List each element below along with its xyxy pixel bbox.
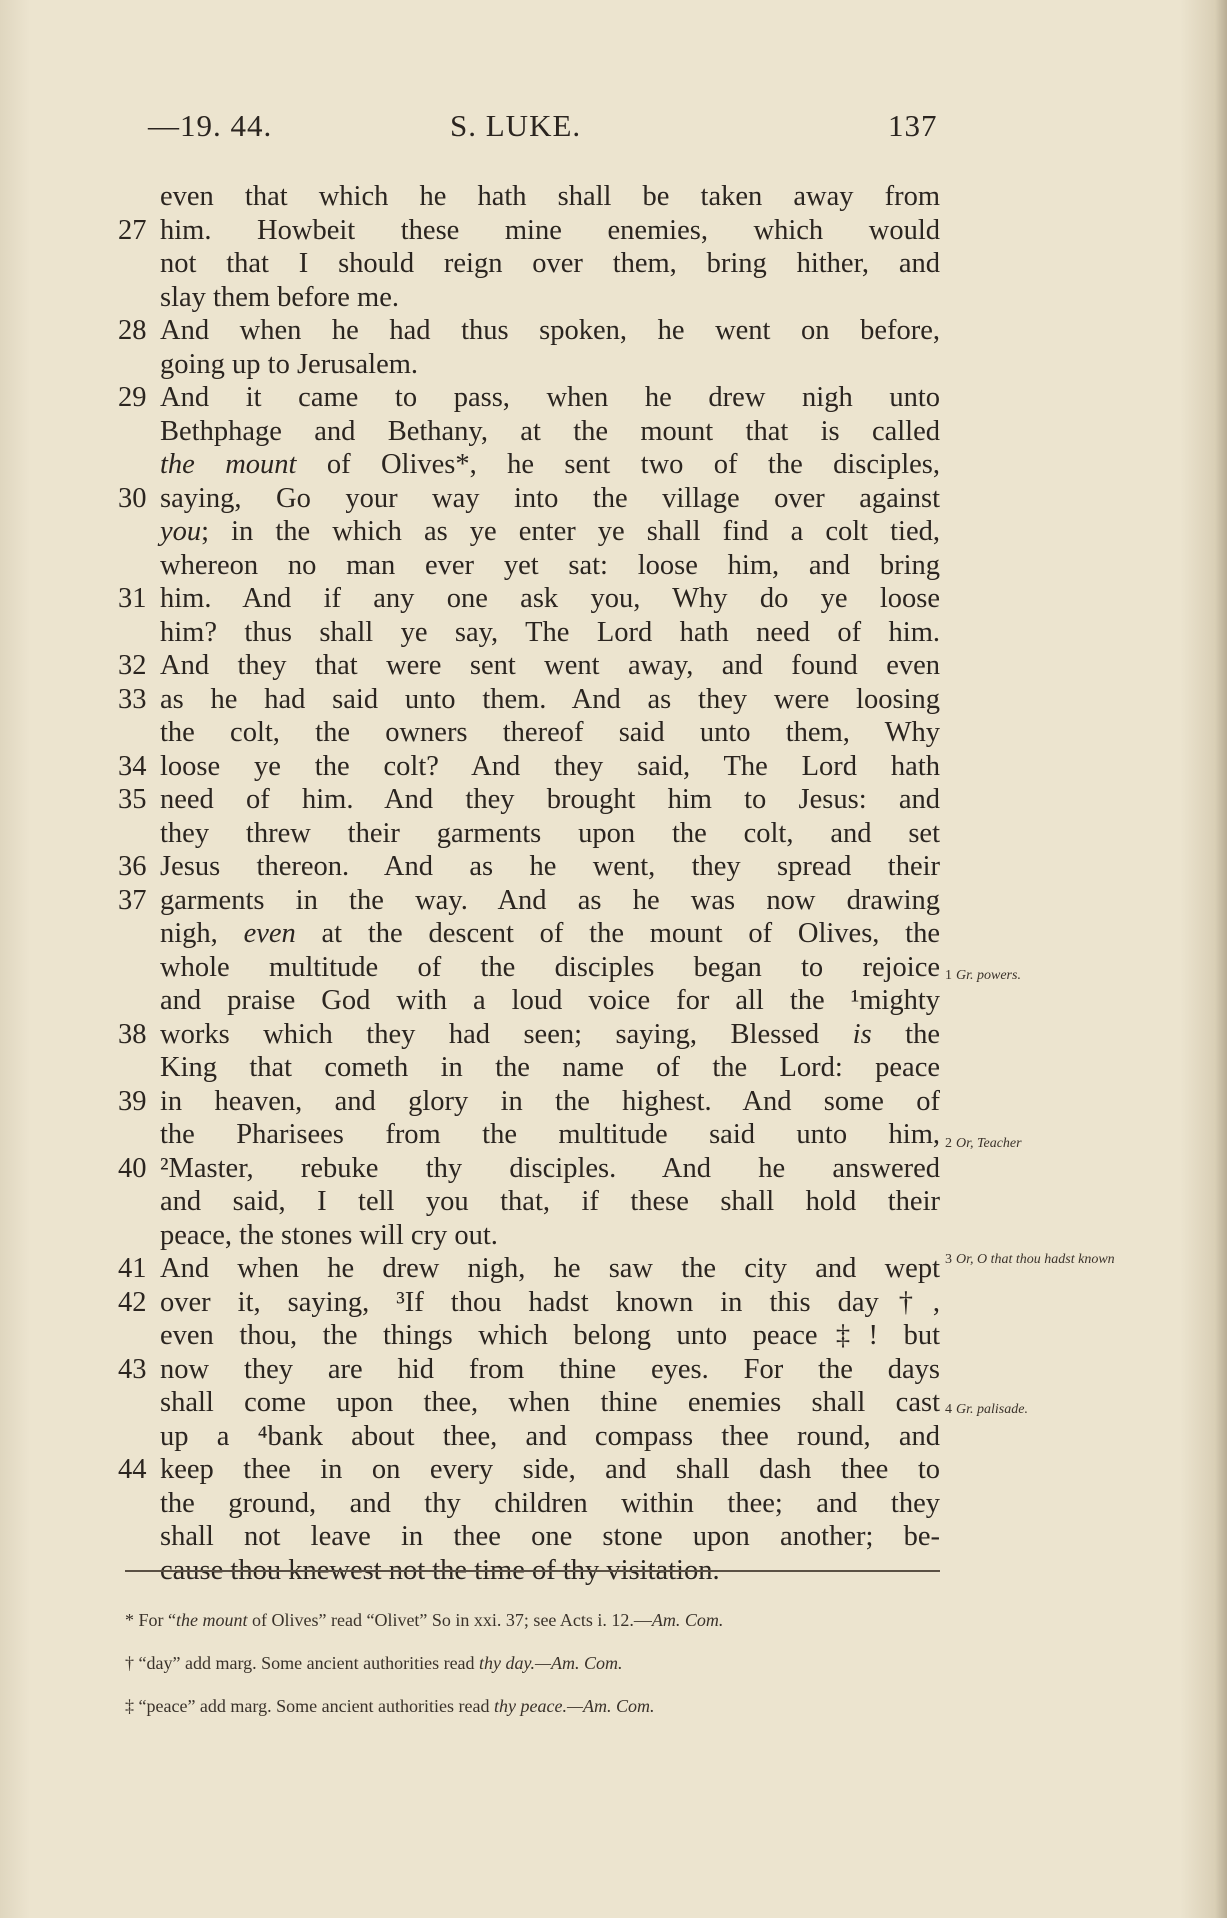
margin-note: 4 Gr. palisade. [945,1402,1028,1417]
verse-text: not that I should reign over them, bring hither, and [160,248,940,279]
footnotes [125,1590,940,1737]
verse-text: And when he drew nigh, he saw the city and wept [160,1253,940,1284]
text-line [118,214,938,248]
verse-text: him? thus shall ye say, The Lord hath need of him. [160,616,940,648]
text-line [118,1353,938,1387]
text-line [118,415,938,449]
verse-text: slay them before me. [160,281,399,313]
text-line [118,314,938,348]
text-line [118,649,938,683]
text-line [118,1487,938,1521]
verse-text: going up to Jerusalem. [160,348,419,380]
text-line [118,549,938,583]
text-line [118,247,938,281]
text-line [118,1252,938,1286]
verse-number: 44 [118,1454,147,1485]
verse-text: garments in the way. And as he was now drawing [160,884,940,916]
text-line [118,984,938,1018]
verse-number: 35 [118,784,147,815]
text-line [118,716,938,750]
verse-text: King that cometh in the name of the Lord: peace [160,1052,940,1083]
verse-text: the colt, the owners thereof said unto them, Why [160,717,940,748]
verse-text: him. And if any one ask you, Why do ye loose [160,583,940,614]
verse-text: need of him. And they brought him to Jesus: and [160,784,940,815]
verse-number: 39 [118,1085,147,1117]
verse-number: 42 [118,1286,147,1318]
text-line [118,180,938,214]
verse-text: saying, Go your way into the village over against [160,482,940,514]
verse-text: the ground, and thy children within thee; and they [160,1487,940,1519]
verse-text: nigh, even at the descent of the mount of Olives, the [160,918,940,949]
footnote-divider [125,1570,940,1572]
page-header [140,108,940,158]
text-line [118,1018,938,1052]
text-line [118,1453,938,1487]
footnote: * For “the mount of Olives” read “Olivet” So in xxi. 37; see Acts i. 12.—Am. Com. [125,1610,724,1630]
text-line [118,1152,938,1186]
text-line [118,884,938,918]
text-line [118,1118,938,1152]
verse-text: up a ⁴bank about thee, and compass thee round, and [160,1420,940,1452]
verse-number: 30 [118,482,147,514]
text-line [118,1420,938,1454]
verse-text: even thou, the things which belong unto peace‡! but [160,1320,940,1351]
verse-text: whole multitude of the disciples began to rejoice [160,951,940,983]
page-number: 137 [888,108,938,143]
text-line [118,783,938,817]
verse-number: 34 [118,750,147,782]
verse-text: works which they had seen; saying, Blessed is the [160,1018,940,1050]
verse-text: the mount of Olives*, he sent two of the disciples, [160,449,940,480]
text-line [118,951,938,985]
verse-text: the Pharisees from the multitude said unto him, [160,1119,940,1150]
margin-note: 3 Or, O that thou hadst known [945,1252,1115,1267]
verse-text: and said, I tell you that, if these shall hold their [160,1186,940,1217]
footnote: † “day” add marg. Some ancient authorities read thy day.—Am. Com. [125,1653,623,1673]
verse-number: 40 [118,1152,147,1184]
verse-text: now they are hid from thine eyes. For the days [160,1353,940,1385]
text-line [118,348,938,382]
scripture-text [118,180,938,1587]
verse-text: as he had said unto them. And as they were loosing [160,683,940,715]
verse-text: shall come upon thee, when thine enemies shall cast [160,1387,940,1418]
text-line [118,381,938,415]
verse-number: 29 [118,382,147,413]
verse-text: you; in the which as ye enter ye shall find a colt tied, [160,516,940,547]
verse-number: 33 [118,683,147,715]
text-line [118,1520,938,1554]
verse-text: and praise God with a loud voice for all the ¹mighty [160,985,940,1016]
text-line [118,1319,938,1353]
verse-number: 36 [118,851,147,882]
text-line [118,616,938,650]
verse-range: —19. 44. [148,108,273,143]
verse-text: And they that were sent went away, and found even [160,650,940,681]
footnote: ‡ “peace” add marg. Some ancient authorities read thy peace.—Am. Com. [125,1696,655,1716]
verse-text: they threw their garments upon the colt, and set [160,817,940,849]
text-line [118,750,938,784]
verse-text: And when he had thus spoken, he went on before, [160,315,940,346]
verse-text: loose ye the colt? And they said, The Lord hath [160,750,940,782]
verse-number: 41 [118,1253,147,1284]
verse-text: over it, saying, ³If thou hadst known in this day†, [160,1286,940,1318]
text-line [118,281,938,315]
margin-note: 2 Or, Teacher [945,1136,1022,1151]
verse-text: peace, the stones will cry out. [160,1219,498,1251]
verse-text: cause thou knewest not the time of thy visitation. [160,1554,720,1586]
text-line [118,817,938,851]
text-line [118,850,938,884]
verse-text: keep thee in on every side, and shall dash thee to [160,1454,940,1485]
text-line [118,683,938,717]
verse-text: in heaven, and glory in the highest. And some of [160,1085,940,1117]
text-line [118,1286,938,1320]
verse-number: 32 [118,650,147,681]
verse-text: ²Master, rebuke thy disciples. And he answered [160,1152,940,1184]
verse-text: shall not leave in thee one stone upon another; be- [160,1521,940,1552]
book-title: S. LUKE. [450,108,582,143]
text-line [118,1051,938,1085]
text-line [118,482,938,516]
text-line [118,1219,938,1253]
verse-text: And it came to pass, when he drew nigh unto [160,382,940,413]
text-line [118,1085,938,1119]
text-line [118,582,938,616]
verse-number: 27 [118,214,147,246]
verse-text: Bethphage and Bethany, at the mount that is called [160,415,940,447]
text-line [118,917,938,951]
text-line [118,1386,938,1420]
text-line [118,515,938,549]
margin-note: 1 Gr. powers. [945,968,1021,983]
verse-number: 31 [118,583,147,614]
verse-text: him. Howbeit these mine enemies, which would [160,214,940,246]
verse-text: even that which he hath shall be taken away from [160,181,940,212]
verse-text: Jesus thereon. And as he went, they spread their [160,851,940,882]
verse-text: whereon no man ever yet sat: loose him, and bring [160,549,940,581]
verse-number: 43 [118,1353,147,1385]
verse-number: 28 [118,315,147,346]
text-line [118,448,938,482]
text-line [118,1185,938,1219]
verse-number: 38 [118,1018,147,1050]
verse-number: 37 [118,884,147,916]
